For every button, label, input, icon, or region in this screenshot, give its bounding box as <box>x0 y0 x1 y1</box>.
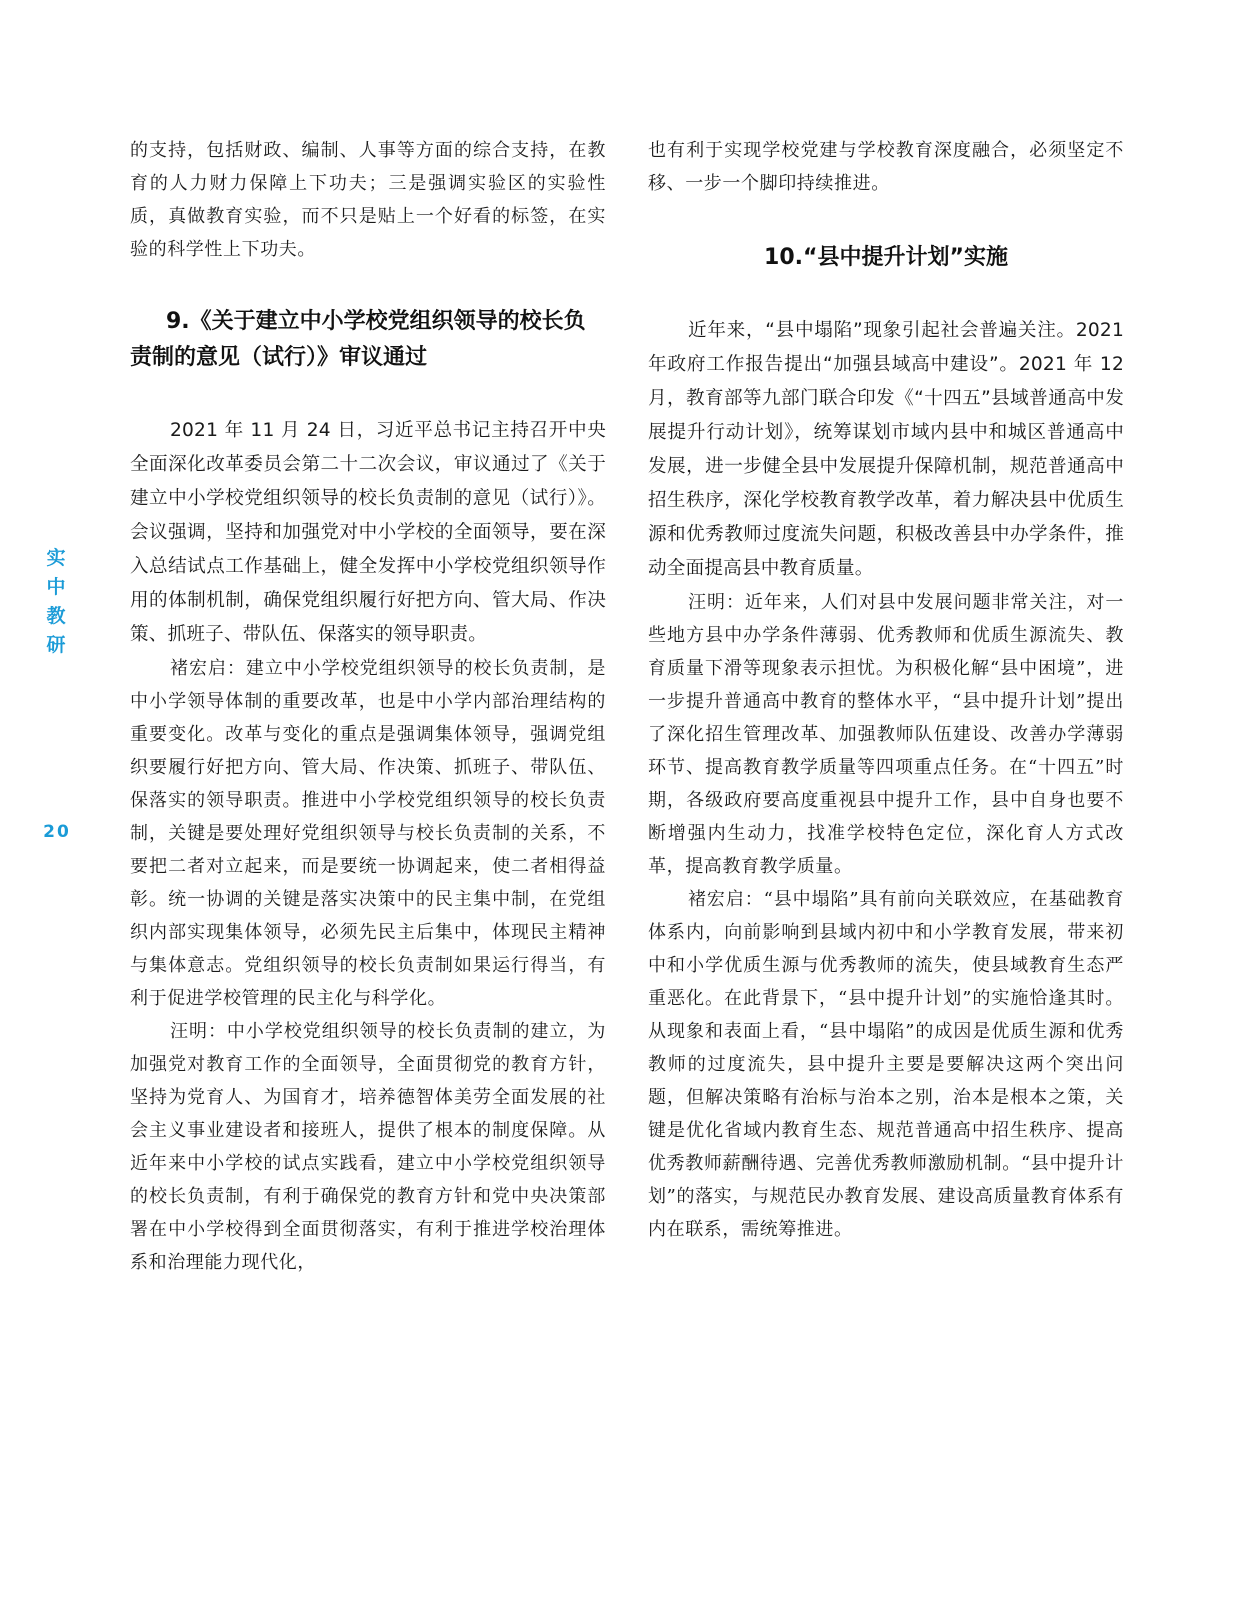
section-heading-9: 9.《关于建立中小学校党组织领导的校长负责制的意见（试行）》审议通过 <box>130 309 586 370</box>
paragraph-continued: 的支持，包括财政、编制、人事等方面的综合支持，在教育的人力财力保障上下功夫；三是强调实验区的实验性质，真做教育实验，而不只是贴上一个好看的标签，在实验的科学性上下功夫。 <box>130 140 606 260</box>
side-label-char: 中 <box>46 576 66 598</box>
right-column <box>648 134 1124 1246</box>
section-heading-10: 10.“县中提升计划”实施 <box>764 245 1008 270</box>
commentary-chu-hongqi: 褚宏启：“县中塌陷”具有前向关联效应，在基础教育体系内，向前影响到县域内初中和小学教育发展，带来初中和小学优质生源与优秀教师的流失，使县域教育生态严重恶化。在此背景下，“县中提升计划”的实施恰逢其时。从现象和表面上看，“县中塌陷”的成因是优质生源和优秀教师的过度流失，县中提升主要是要解决这两个突出问题，但解决策略有治标与治本之别，治本是根本之策，关键是优化省域内教育生态、规范普通高中招生秩序、提高优秀教师薪酬待遇、完善优秀教师激励机制。“县中提升计划”的落实，与规范民办教育发展、建设高质量教育体系有内在联系，需统筹推进。 <box>648 889 1124 1240</box>
journal-side-label <box>42 544 70 660</box>
side-label-char: 研 <box>46 634 66 656</box>
left-column <box>130 134 606 1279</box>
commentary-chu-hongqi: 褚宏启：建立中小学校党组织领导的校长负责制，是中小学领导体制的重要改革，也是中小学内部治理结构的重要变化。改革与变化的重点是强调集体领导，强调党组织要履行好把方向、管大局、作决策、抓班子、带队伍、保落实的领导职责。推进中小学校党组织领导的校长负责制，关键是要处理好党组织领导与校长负责制的关系，不要把二者对立起来，而是要统一协调起来，使二者相得益彰。统一协调的关键是落实决策中的民主集中制，在党组织内部实现集体领导，必须先民主后集中，体现民主精神与集体意志。党组织领导的校长负责制如果运行得当，有利于促进学校管理的民主化与科学化。 <box>130 658 606 1009</box>
news-paragraph: 近年来，“县中塌陷”现象引起社会普遍关注。2021 年政府工作报告提出“加强县域高中建设”。2021 年 12 月，教育部等九部门联合印发《“十四五”县域普通高中发展提升行动计划》，统筹谋划市域内县中和城区普通高中发展，进一步健全县中发展提升保障机制，规范普通高中招生秩序，深化学校教育教学改革，着力解决县中优质生源和优秀教师过度流失问题，积极改善县中办学条件，推动全面提高县中教育质量。 <box>648 320 1124 579</box>
paragraph-continued: 也有利于实现学校党建与学校教育深度融合，必须坚定不移、一步一个脚印持续推进。 <box>648 140 1124 194</box>
commentary-wang-ming: 汪明：近年来，人们对县中发展问题非常关注，对一些地方县中办学条件薄弱、优秀教师和优质生源流失、教育质量下滑等现象表示担忧。为积极化解“县中困境”，进一步提升普通高中教育的整体水平，“县中提升计划”提出了深化招生管理改革、加强教师队伍建设、改善办学薄弱环节、提高教育教学质量等四项重点任务。在“十四五”时期，各级政府要高度重视县中提升工作，县中自身也要不断增强内生动力，找准学校特色定位，深化育人方式改革，提高教育教学质量。 <box>648 592 1124 877</box>
news-paragraph: 2021 年 11 月 24 日，习近平总书记主持召开中央全面深化改革委员会第二十二次会议，审议通过了《关于建立中小学校党组织领导的校长负责制的意见（试行）》。会议强调，坚持和加强党对中小学校的全面领导，要在深入总结试点工作基础上，健全发挥中小学校党组织领导作用的体制机制，确保党组织履行好把方向、管大局、作决策、抓班子、带队伍、保落实的领导职责。 <box>130 420 606 645</box>
page-number: 20 <box>43 822 71 842</box>
side-label-char: 实 <box>46 547 66 569</box>
side-label-char: 教 <box>46 605 66 627</box>
commentary-wang-ming: 汪明：中小学校党组织领导的校长负责制的建立，为加强党对教育工作的全面领导，全面贯彻党的教育方针，坚持为党育人、为国育才，培养德智体美劳全面发展的社会主义事业建设者和接班人，提供了根本的制度保障。从近年来中小学校的试点实践看，建立中小学校党组织领导的校长负责制，有利于确保党的教育方针和党中央决策部署在中小学校得到全面贯彻落实，有利于推进学校治理体系和治理能力现代化， <box>130 1021 606 1273</box>
